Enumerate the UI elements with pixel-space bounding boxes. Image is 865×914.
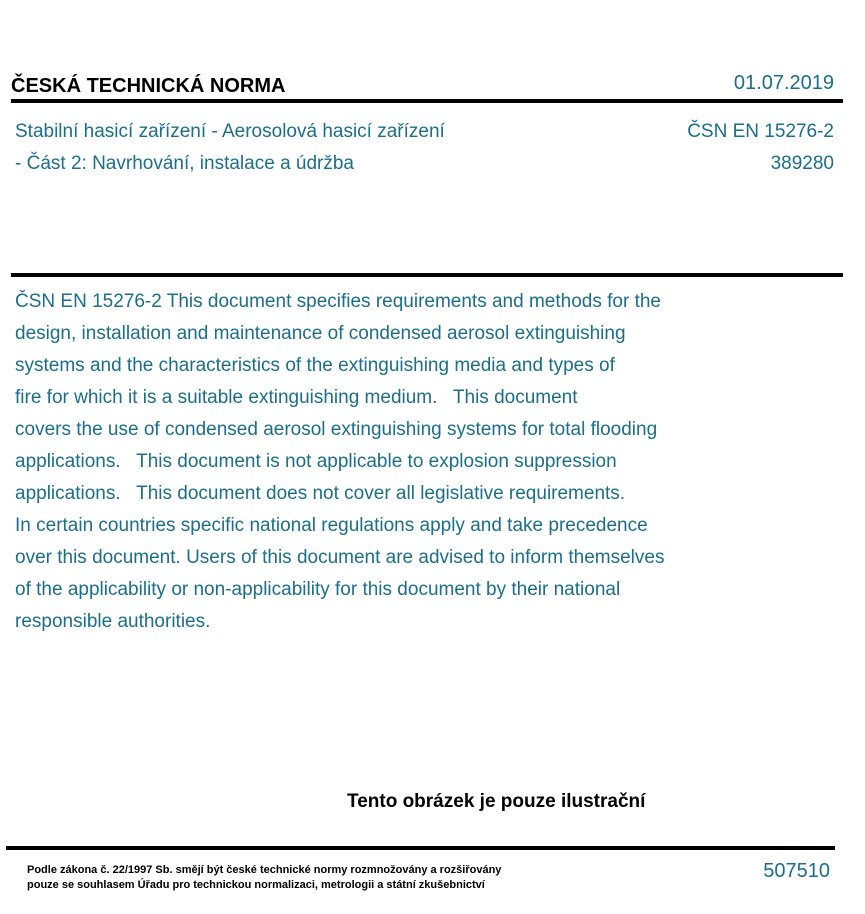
publication-date: 01.07.2019 bbox=[733, 72, 834, 94]
abstract-text bbox=[15, 286, 775, 638]
standard-codes bbox=[687, 116, 834, 180]
legal-notice bbox=[27, 863, 501, 893]
abstract-line: of the applicability or non-applicability for this document by their national bbox=[15, 579, 621, 600]
abstract-line: over this document. Users of this document are advised to inform themselves bbox=[15, 547, 665, 568]
abstract-line: applications. This document does not cover all legislative requirements. bbox=[15, 483, 626, 504]
title-line-1: Stabilní hasicí zařízení - Aerosolová hasicí zařízení bbox=[15, 121, 445, 142]
illustration-note: Tento obrázek je pouze ilustrační bbox=[347, 791, 646, 812]
legal-line-2: pouze se souhlasem Úřadu pro technickou normalizaci, metrologii a státní zkušebnictví bbox=[27, 879, 485, 891]
title-line-2: - Část 2: Navrhování, instalace a údržba bbox=[15, 153, 355, 174]
section-divider bbox=[11, 273, 843, 277]
abstract-line: fire for which it is a suitable extinguishing medium. This document bbox=[15, 387, 578, 408]
norm-label: ČESKÁ TECHNICKÁ NORMA bbox=[11, 75, 286, 97]
abstract-line: design, installation and maintenance of condensed aerosol extinguishing bbox=[15, 323, 626, 344]
header-divider bbox=[11, 99, 843, 103]
abstract-line: systems and the characteristics of the extinguishing media and types of bbox=[15, 355, 615, 376]
catalog-number: 507510 bbox=[763, 860, 830, 882]
legal-line-1: Podle zákona č. 22/1997 Sb. smějí být české technické normy rozmnožovány a rozšiřovány bbox=[27, 864, 502, 876]
footer-divider bbox=[6, 846, 835, 850]
abstract-line: responsible authorities. bbox=[15, 611, 211, 632]
abstract-line: ČSN EN 15276-2 This document specifies requirements and methods for the bbox=[15, 291, 661, 312]
standard-title bbox=[15, 116, 575, 180]
class-number: 389280 bbox=[770, 153, 834, 174]
abstract-line: In certain countries specific national regulations apply and take precedence bbox=[15, 515, 648, 536]
standard-code: ČSN EN 15276-2 bbox=[687, 121, 834, 142]
abstract-line: applications. This document is not applicable to explosion suppression bbox=[15, 451, 617, 472]
abstract-line: covers the use of condensed aerosol extinguishing systems for total flooding bbox=[15, 419, 658, 440]
